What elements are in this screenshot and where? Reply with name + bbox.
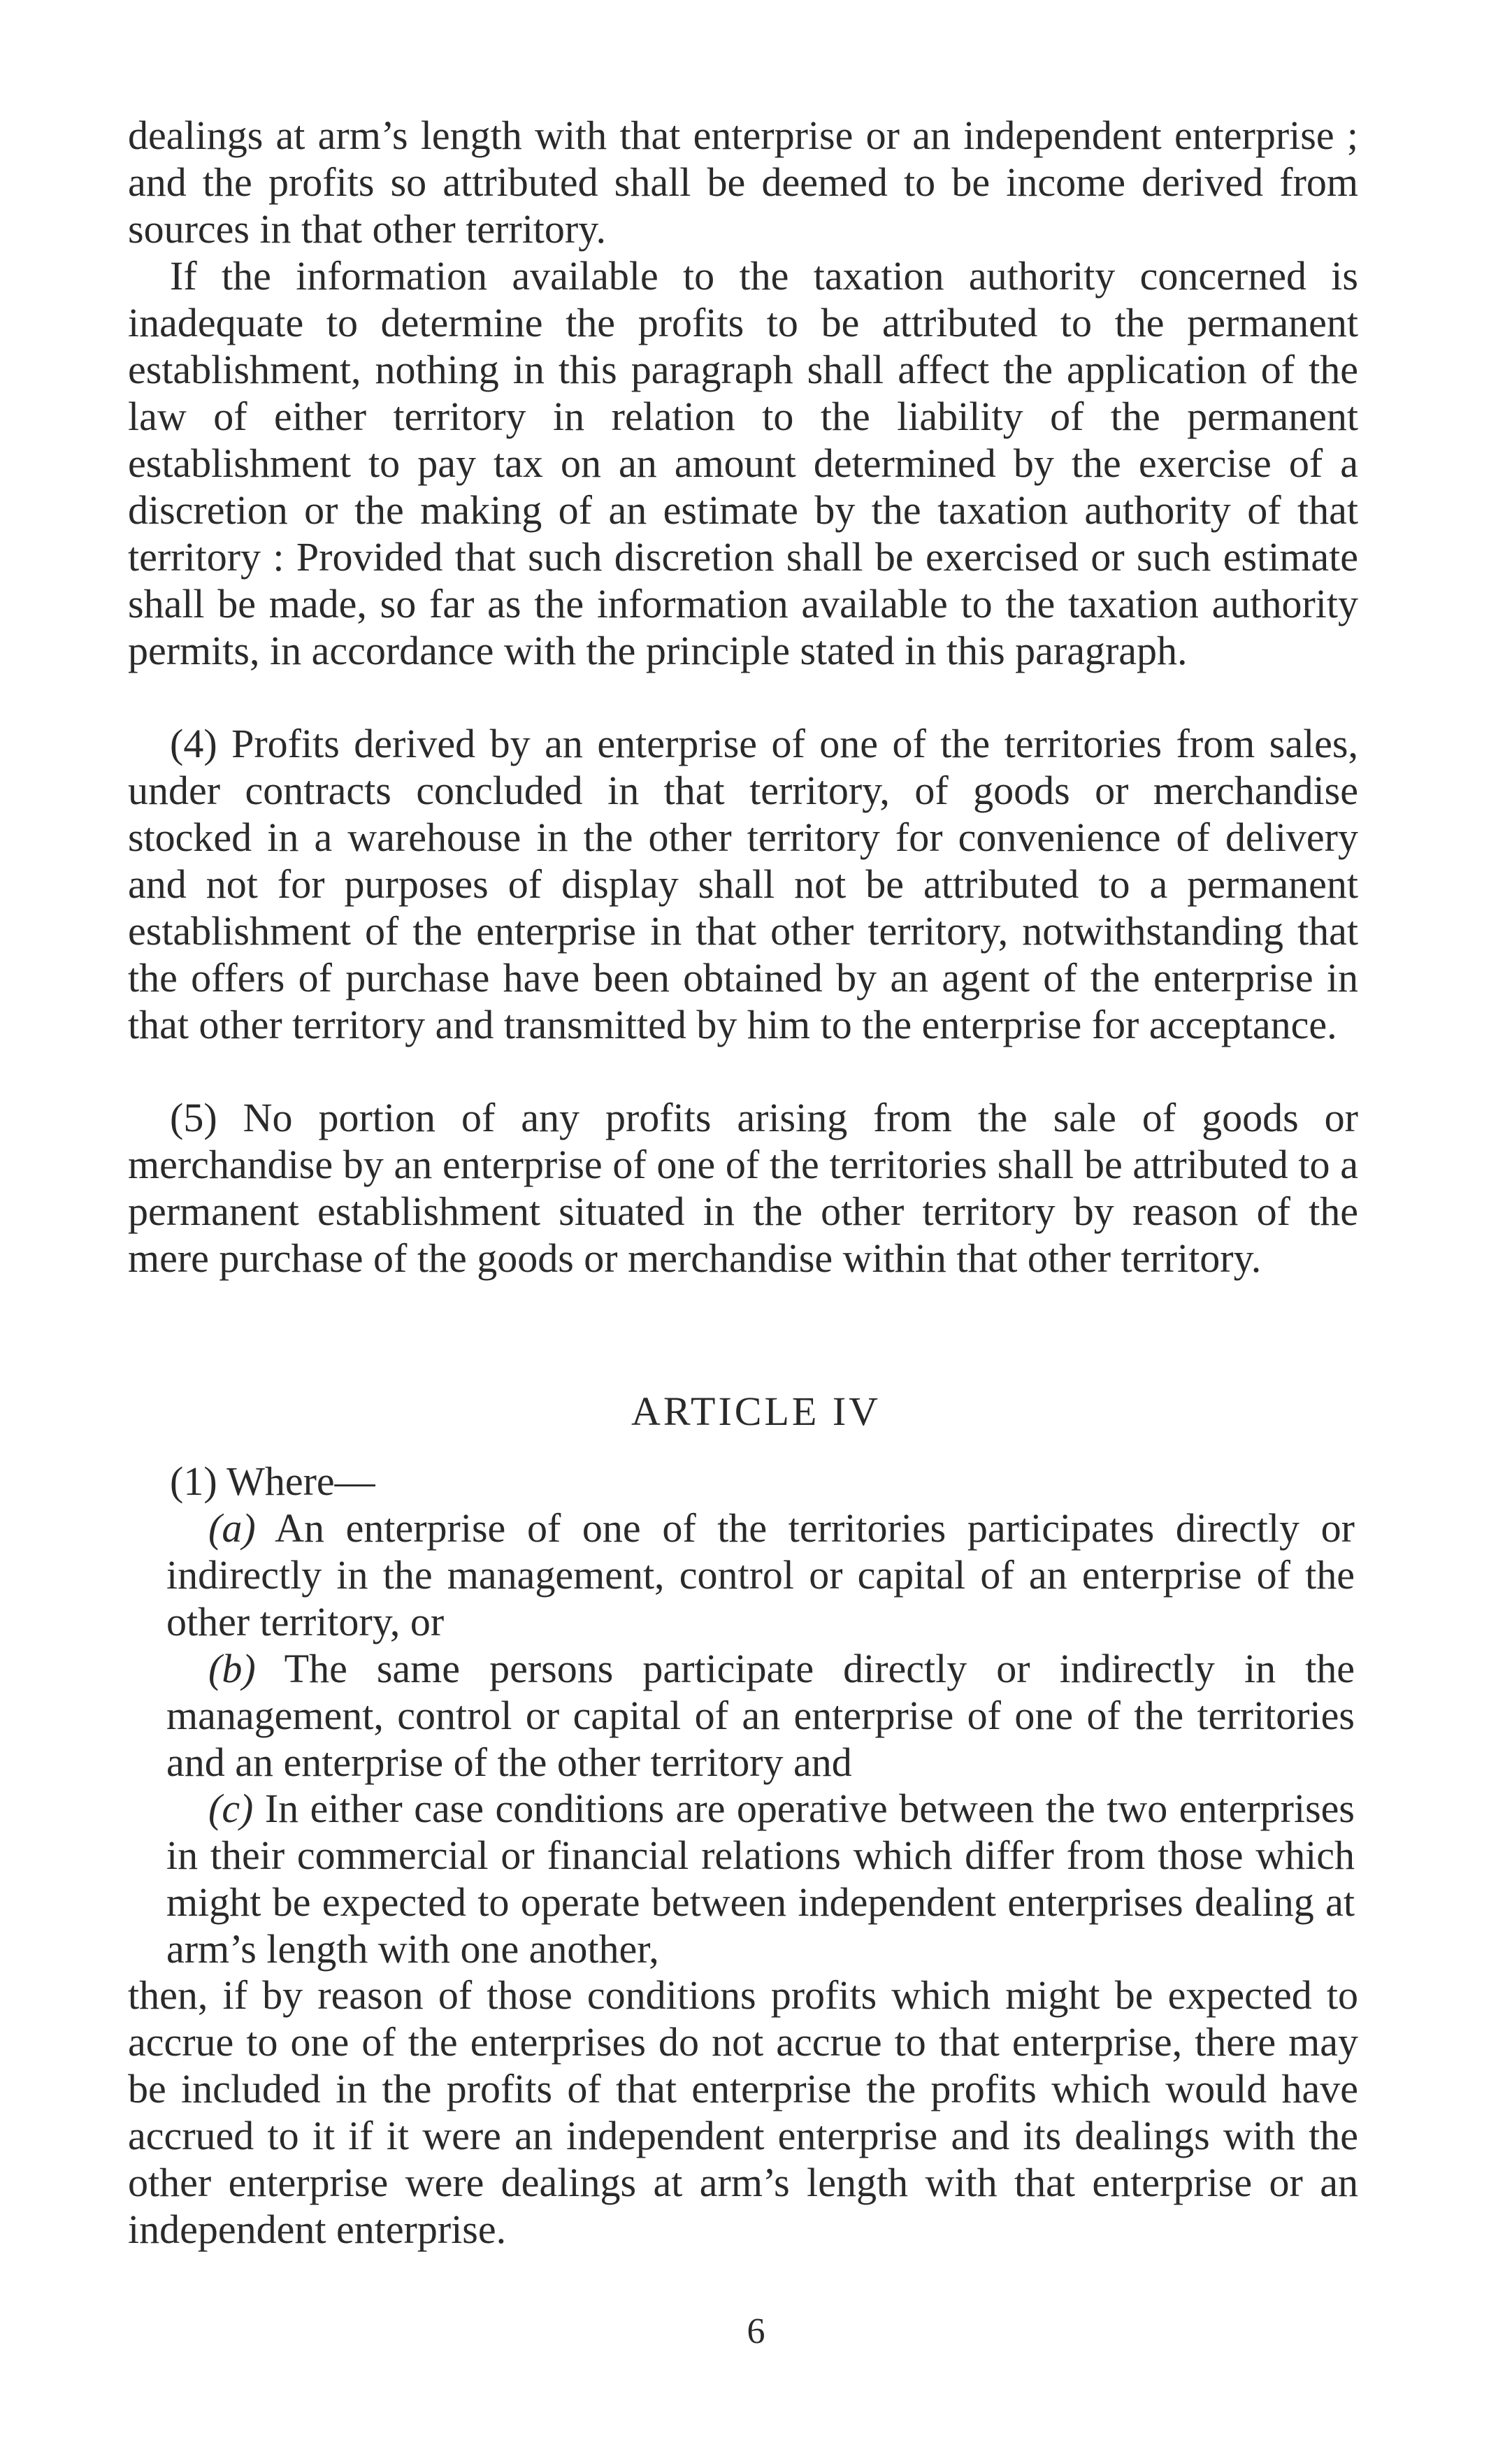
paragraph-then: then, if by reason of those conditions profits which might be expected to accrue to one of the enterprises do not accrue to that enterprise, there may be included in the profits of that enterprise the profits which would have accrued to it if it were an independent enterprise and its dealings with the other enterprise were dealings at arm’s length with that enterprise or an independent enterprise. [128,1972,1358,2252]
item-c-marker: (c) [208,1786,254,1831]
paragraph-intro: dealings at arm’s length with that enterprise or an independent enterprise ; and the profits so attributed shall be deemed to be income derived from sources in that other territory. [128,113,1358,252]
article-heading: ARTICLE IV [631,1389,881,1434]
paragraph-4: (4) Profits derived by an enterprise of one of the territories from sales, under contracts concluded in that territory, of goods or merchandise stocked in a warehouse in the other territory for convenience of delivery and not for purposes of display shall not be attributed to a permanent establishment of the enterprise in that other territory, notwithstanding that the offers of purchase have been obtained by an agent of the enterprise in that other territory and transmitted by him to the enterprise for acceptance. [128,721,1358,1047]
article-clause-where: (1) Where— [170,1458,375,1504]
clause-item-b [166,1645,1355,1786]
item-b-text: The same persons participate directly or indirectly in the management, control or capital of an enterprise of one of the territories and an enterprise of the other territory and [166,1646,1355,1785]
page-number: 6 [747,2311,765,2351]
item-b-marker: (b) [208,1646,256,1691]
paragraph-information: If the information available to the taxation authority concerned is inadequate to determine the profits to be attributed to the permanent establishment, nothing in this paragraph shall affect the application of the law of either territory in relation to the liability of the permanent establishment to pay tax on an amount determined by the exercise of a discretion or the making of an estimate by the taxation authority of that territory : Provided that such discretion shall be exercised or such estimate shall be made, so far as the information available to the taxation authority permits, in accordance with the principle stated in this paragraph. [128,253,1358,673]
clause-item-a [166,1505,1355,1645]
clause-item-c [166,1785,1355,1972]
item-a-text: An enterprise of one of the territories participates directly or indirectly in the management, control or capital of an enterprise of the other territory, or [166,1505,1355,1644]
item-c-text: In either case conditions are operative between the two enterprises in their commercial or financial relations which differ from those which might be expected to operate between independent enterprises dealing at arm’s length with one another, [166,1786,1355,1972]
paragraph-5: (5) No portion of any profits arising from the sale of goods or merchandise by an enterprise of one of the territories shall be attributed to a permanent establishment situated in the other territory by reason of the mere purchase of the goods or merchandise within that other territory. [128,1095,1358,1281]
item-a-marker: (a) [208,1505,256,1551]
